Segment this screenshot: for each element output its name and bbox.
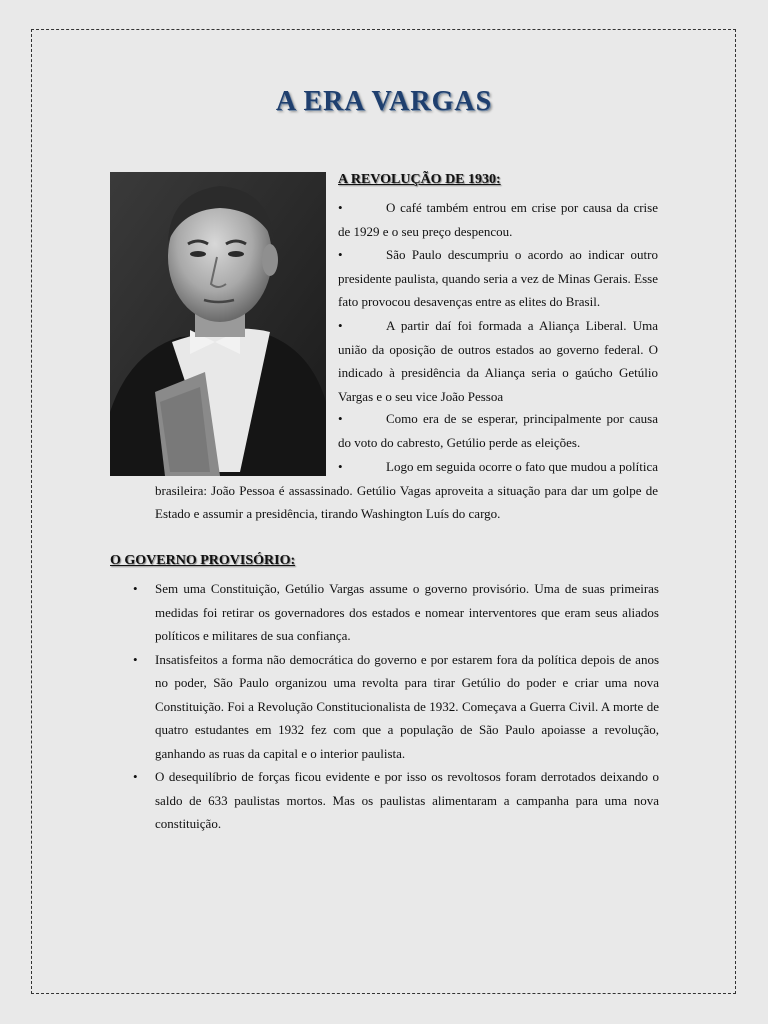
bullet-text: São Paulo descumpriu o acordo ao indicar outro presidente paulista, quando seria a vez de Minas Gerais. Esse fato provocou desavenças entre as elites do Brasil. xyxy=(338,247,658,309)
bullet-icon: • xyxy=(338,200,343,215)
list-item xyxy=(338,314,658,408)
page-title: A ERA VARGAS xyxy=(275,86,493,117)
list-item xyxy=(338,243,658,314)
bullet-icon: • xyxy=(338,459,343,474)
section-heading-governo-provisorio: O GOVERNO PROVISÓRIO: xyxy=(110,553,296,568)
governo-provisorio-list xyxy=(133,577,659,836)
bullet-icon: • xyxy=(338,247,343,262)
bullet-text: Como era de se esperar, principalmente por causa do voto do cabresto, Getúlio perde as eleições. xyxy=(338,411,658,450)
portrait-photo xyxy=(110,172,326,476)
bullet-icon: • xyxy=(338,411,343,426)
bullet-text: A partir daí foi formada a Aliança Liberal. Uma união da oposição de outros estados ao governo federal. O indicado à presidência da Aliança seria o gaúcho Getúlio Vargas e o seu vice João Pessoa xyxy=(338,318,658,404)
section-heading-revolucao: A REVOLUÇÃO DE 1930: xyxy=(338,172,501,187)
list-item xyxy=(338,196,658,243)
bullet-text: Logo em seguida ocorre o fato que mudou a política brasileira: João Pessoa é assassinado. Getúlio Vagas aproveita a situação para dar um golpe de Estado e assumir a presidência, tirando Washington Luís do cargo. xyxy=(155,459,658,521)
list-item xyxy=(133,765,659,836)
bullet-icon: • xyxy=(133,769,138,784)
bullet-icon: • xyxy=(133,651,138,667)
bullet-text: Sem uma Constituição, Getúlio Vargas assume o governo provisório. Uma de suas primeiras medidas foi retirar os governadores dos estados e nomear interventores que eram seus aliados políticos e militares de sua confiança. xyxy=(155,581,659,643)
list-item xyxy=(133,577,659,648)
bullet-text: Insatisfeitos a forma não democrática do governo e por estarem fora da política depois de anos no poder, São Paulo organizou uma revolta para tirar Getúlio do poder e criar uma nova Constituição. Foi a Revolução Constitucionalista de 1932. Começava a Guerra Civil. A morte de quatro estudantes em 1932 fez com que a população de São Paulo apoiasse a revolução, ganhando as ruas da capital e o interior paulista. xyxy=(155,651,659,761)
bullet-text: O desequilíbrio de forças ficou evidente e por isso os revoltosos foram derrotados deixando o saldo de 633 paulistas mortos. Mas os paulistas alimentaram a campanha para uma nova constituição. xyxy=(155,769,659,831)
bullet-icon: • xyxy=(338,318,343,333)
list-item xyxy=(338,407,658,454)
bullet-text: O café também entrou em crise por causa da crise de 1929 e o seu preço despencou. xyxy=(338,200,658,239)
bullet-icon: • xyxy=(133,581,138,596)
list-item xyxy=(155,455,658,526)
list-item xyxy=(133,648,659,766)
